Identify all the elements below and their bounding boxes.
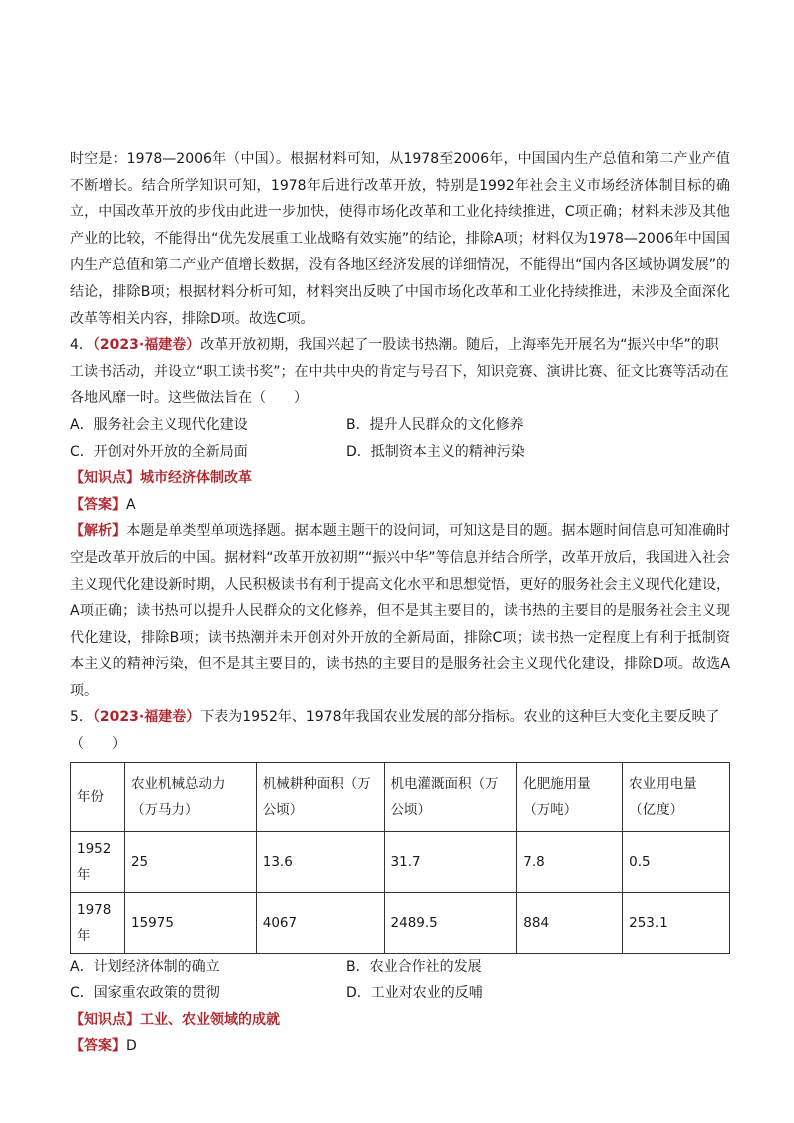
knowledge-label: 【知识点】: [70, 470, 140, 487]
table-cell: 4067: [256, 892, 384, 953]
question-5-knowledge-point: [70, 1007, 730, 1034]
table-row: [71, 831, 730, 892]
question-4-text: 改革开放初期，我国兴起了一股读书热潮。随后，上海率先开展名为“振兴中华”的职工读书活动，并设立“职工读书奖”；在中共中央的肯定与号召下，知识竞赛、演讲比赛、征文比赛等活动在各地风靡一时。这些做法旨在（ ）: [70, 337, 729, 407]
question-5-text: 下表为1952年、1978年我国农业发展的部分指标。农业的这种巨大变化主要反映了（ ）: [70, 709, 720, 753]
question-4-knowledge-point: [70, 465, 730, 492]
table-cell: 13.6: [256, 831, 384, 892]
question-5-stem: [70, 704, 730, 757]
table-cell: 1978年: [71, 892, 125, 953]
analysis-text: 本题是单类型单项选择题。据本题主题干的设问词，可知这是目的题。据本题时间信息可知准确时空是改革开放后的中国。据材料“改革开放初期”“振兴中华”等信息并结合所学，改革开放后，我国进入社会主义现代化建设新时期，人民积极读书有利于提高文化水平和思想觉悟，更好的服务社会主义现代化建设，A项正确；读书热可以提升人民群众的文化修养，但不是其主要目的，读书热的主要目的是服务社会主义现代化建设，排除B项；读书热潮并未开创对外开放的全新局面，排除C项；读书热一定程度上有利于抵制资本主义的精神污染，但不是其主要目的，读书热的主要目的是服务社会主义现代化建设，排除D项。故选A项。: [70, 523, 731, 699]
table-header-cell: 年份: [71, 762, 125, 831]
table-cell: 25: [124, 831, 256, 892]
option-a: A．服务社会主义现代化建设: [70, 416, 248, 433]
question-4-answer: [70, 492, 730, 519]
agriculture-indicators-table: [70, 762, 730, 954]
analysis-label: 【解析】: [70, 523, 127, 540]
answer-label: 【答案】: [70, 496, 126, 513]
table-cell: 2489.5: [384, 892, 517, 953]
question-4-analysis: [70, 518, 730, 704]
question-4-stem: [70, 332, 730, 412]
table-cell: 15975: [124, 892, 256, 953]
document-page: [70, 146, 730, 1060]
knowledge-value: 城市经济体制改革: [140, 470, 252, 487]
question-5: [70, 704, 730, 1060]
question-4: [70, 332, 730, 704]
table-cell: 884: [517, 892, 623, 953]
table-header-cell: 机械耕种面积（万公顷）: [256, 762, 384, 831]
previous-analysis-continuation: [70, 146, 730, 332]
table-row: [71, 892, 730, 953]
table-header-cell: 农业用电量（亿度）: [623, 762, 730, 831]
question-5-options: [70, 954, 730, 1007]
table-header-cell: 机电灌溉面积（万公顷）: [384, 762, 517, 831]
table-cell: 1952年: [71, 831, 125, 892]
option-d: D．工业对农业的反哺: [346, 985, 483, 1002]
option-c: C．开创对外开放的全新局面: [70, 443, 248, 460]
question-5-number: 5．: [70, 709, 93, 726]
option-b: B．提升人民群众的文化修养: [346, 416, 524, 433]
knowledge-value: 工业、农业领域的成就: [140, 1011, 280, 1028]
answer-value: A: [126, 496, 136, 513]
option-b: B．农业合作社的发展: [346, 958, 482, 975]
table-header-cell: 农业机械总动力（万马力）: [124, 762, 256, 831]
table-cell: 7.8: [517, 831, 623, 892]
knowledge-label: 【知识点】: [70, 1011, 140, 1028]
table-cell: 0.5: [623, 831, 730, 892]
answer-value: D: [126, 1038, 137, 1055]
table-header-row: [71, 762, 730, 831]
option-c: C．国家重农政策的贯彻: [70, 985, 220, 1002]
question-4-number: 4．: [70, 337, 93, 354]
table-cell: 253.1: [623, 892, 730, 953]
option-d: D．抵制资本主义的精神污染: [346, 443, 525, 460]
question-4-options: [70, 412, 730, 465]
answer-label: 【答案】: [70, 1038, 126, 1055]
question-5-source: （2023·福建卷）: [92, 709, 201, 726]
option-a: A．计划经济体制的确立: [70, 958, 220, 975]
question-4-source: （2023·福建卷）: [92, 337, 201, 354]
question-5-answer: [70, 1033, 730, 1060]
table-header-cell: 化肥施用量（万吨）: [517, 762, 623, 831]
continuation-text: 时空是：1978—2006年（中国）。根据材料可知，从1978至2006年，中国国内生产总值和第二产业产值不断增长。结合所学知识可知，1978年后进行改革开放，特别是1992年社会主义市场经济体制目标的确立，中国改革开放的步伐由此进一步加快，使得市场化改革和工业化持续推进，C项正确；材料未涉及其他产业的比较，不能得出“优先发展重工业战略有效实施”的结论，排除A项；材料仅为1978—2006年中国国内生产总值和第二产业产值增长数据，没有各地区经济发展的详细情况，不能得出“国内各区域协调发展”的结论，排除B项；根据材料分析可知，材料突出反映了中国市场化改革和工业化持续推进，未涉及全面深化改革等相关内容，排除D项。故选C项。: [70, 151, 730, 327]
table-cell: 31.7: [384, 831, 517, 892]
